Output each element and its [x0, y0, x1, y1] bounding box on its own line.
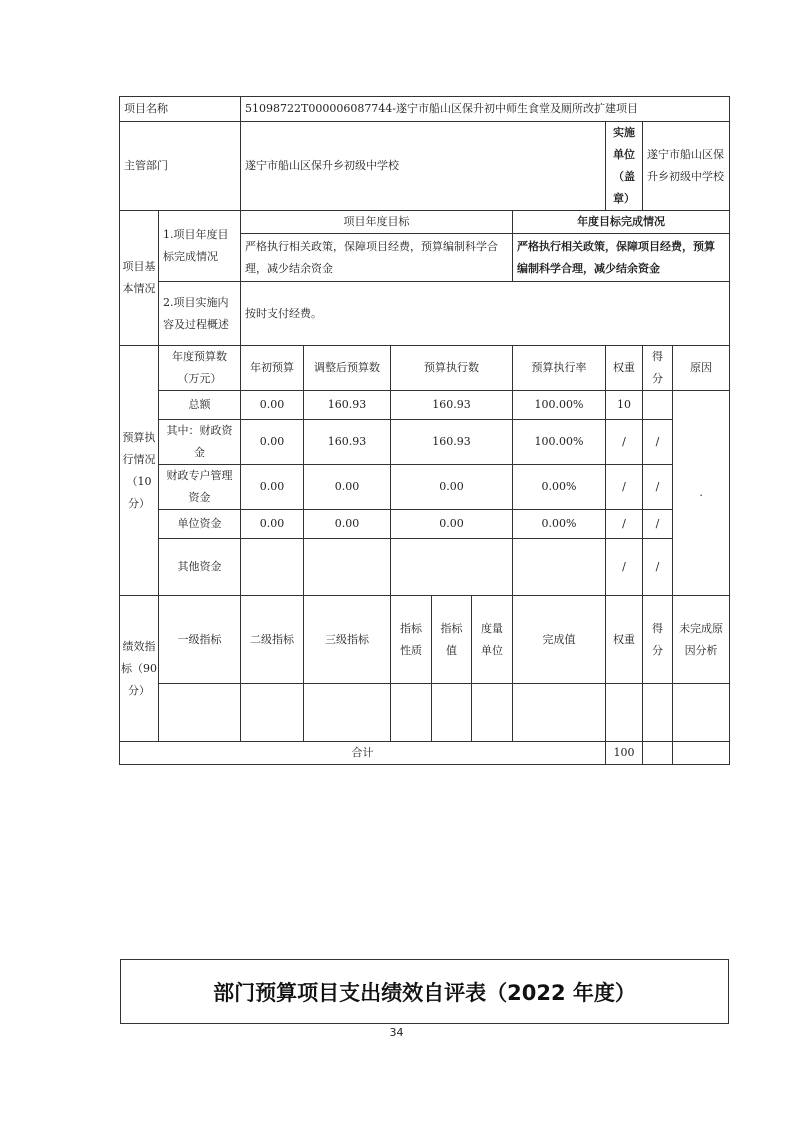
budget-weight: /: [606, 465, 643, 510]
budget-header-rate: 预算执行率: [513, 346, 606, 391]
budget-row: [120, 465, 730, 510]
perf-cell: [432, 684, 472, 742]
budget-initial: 0.00: [241, 465, 304, 510]
budget-weight: 10: [606, 391, 643, 420]
budget-rate: [513, 539, 606, 596]
budget-initial: [241, 539, 304, 596]
budget-row-label: 总额: [159, 391, 241, 420]
perf-cell: [513, 684, 606, 742]
budget-score: /: [643, 420, 673, 465]
budget-executed: 0.00: [391, 465, 513, 510]
completion-text: 严格执行相关政策，保障项目经费，预算编制科学合理，减少结余资金: [513, 234, 730, 282]
budget-initial: 0.00: [241, 510, 304, 539]
budget-row: [120, 539, 730, 596]
perf-cell: [241, 684, 304, 742]
budget-weight: /: [606, 510, 643, 539]
budget-adjusted: 0.00: [304, 465, 391, 510]
total-weight: 100: [606, 742, 643, 765]
budget-header-weight: 权重: [606, 346, 643, 391]
budget-rate: 0.00%: [513, 510, 606, 539]
budget-score: /: [643, 539, 673, 596]
budget-score: /: [643, 510, 673, 539]
perf-section-label: 绩效指标（90分）: [120, 596, 159, 742]
dept-label: 主管部门: [120, 122, 241, 211]
budget-executed: [391, 539, 513, 596]
perf-cell: [304, 684, 391, 742]
goal-label: 1.项目年度目标完成情况: [159, 211, 241, 282]
perf-cell: [472, 684, 513, 742]
budget-adjusted: 160.93: [304, 391, 391, 420]
budget-row-label: 财政专户管理资金: [159, 465, 241, 510]
budget-weight: /: [606, 420, 643, 465]
budget-executed: 160.93: [391, 391, 513, 420]
impl-unit-label: 实施单位（盖章）: [606, 122, 643, 211]
perf-header-reason: 未完成原因分析: [673, 596, 730, 684]
budget-row: [120, 510, 730, 539]
perf-header-weight: 权重: [606, 596, 643, 684]
perf-cell: [606, 684, 643, 742]
total-row: [120, 742, 730, 765]
completion-header: 年度目标完成情况: [513, 211, 730, 234]
perf-header-row: [120, 596, 730, 684]
budget-adjusted: 0.00: [304, 510, 391, 539]
budget-executed: 0.00: [391, 510, 513, 539]
budget-header-row: [120, 346, 730, 391]
page-number: 34: [389, 1026, 404, 1039]
budget-reason: .: [673, 391, 730, 596]
budget-header-adjusted: 调整后预算数: [304, 346, 391, 391]
form-title: 部门预算项目支出绩效自评表（2022 年度）: [213, 980, 636, 1005]
budget-header-reason: 原因: [673, 346, 730, 391]
goal-text: 严格执行相关政策，保障项目经费，预算编制科学合理，减少结余资金: [241, 234, 513, 282]
perf-cell: [673, 684, 730, 742]
budget-row-label: 单位资金: [159, 510, 241, 539]
budget-row-label: 其中：财政资金: [159, 420, 241, 465]
budget-initial: 0.00: [241, 420, 304, 465]
budget-header-annual: 年度预算数（万元）: [159, 346, 241, 391]
budget-initial: 0.00: [241, 391, 304, 420]
budget-score: [643, 391, 673, 420]
project-name-value: 51098722T000006087744-遂宁市船山区保升初中师生食堂及厕所改扩建项目: [241, 97, 730, 122]
budget-header-initial: 年初预算: [241, 346, 304, 391]
total-reason: [673, 742, 730, 765]
perf-header-nature: 指标性质: [391, 596, 432, 684]
perf-header-value: 指标值: [432, 596, 472, 684]
form-title-box: [120, 959, 729, 1024]
total-score: [643, 742, 673, 765]
basic-info-label: 项目基本情况: [120, 211, 159, 346]
budget-rate: 100.00%: [513, 391, 606, 420]
perf-header-level3: 三级指标: [304, 596, 391, 684]
budget-score: /: [643, 465, 673, 510]
evaluation-table: [119, 96, 730, 765]
department-row: [120, 122, 730, 211]
budget-rate: 100.00%: [513, 420, 606, 465]
budget-section-label: 预算执行情况（10分）: [120, 346, 159, 596]
project-name-row: [120, 97, 730, 122]
project-name-label: 项目名称: [120, 97, 241, 122]
budget-adjusted: 160.93: [304, 420, 391, 465]
perf-empty-row: [120, 684, 730, 742]
budget-executed: 160.93: [391, 420, 513, 465]
budget-rate: 0.00%: [513, 465, 606, 510]
perf-header-completed: 完成值: [513, 596, 606, 684]
perf-cell: [643, 684, 673, 742]
budget-weight: /: [606, 539, 643, 596]
impl-unit-value: 遂宁市船山区保升乡初级中学校: [643, 122, 730, 211]
budget-row: [120, 420, 730, 465]
budget-header-executed: 预算执行数: [391, 346, 513, 391]
perf-header-score: 得分: [643, 596, 673, 684]
budget-header-score: 得分: [643, 346, 673, 391]
goal-header: 项目年度目标: [241, 211, 513, 234]
budget-adjusted: [304, 539, 391, 596]
total-label: 合计: [120, 742, 606, 765]
perf-cell: [159, 684, 241, 742]
goal-header-row: [120, 211, 730, 234]
process-row: [120, 282, 730, 346]
perf-header-level2: 二级指标: [241, 596, 304, 684]
budget-row: [120, 391, 730, 420]
dept-value: 遂宁市船山区保升乡初级中学校: [241, 122, 606, 211]
budget-row-label: 其他资金: [159, 539, 241, 596]
process-text: 按时支付经费。: [241, 282, 730, 346]
process-label: 2.项目实施内容及过程概述: [159, 282, 241, 346]
perf-header-unit: 度量单位: [472, 596, 513, 684]
perf-cell: [391, 684, 432, 742]
perf-header-level1: 一级指标: [159, 596, 241, 684]
